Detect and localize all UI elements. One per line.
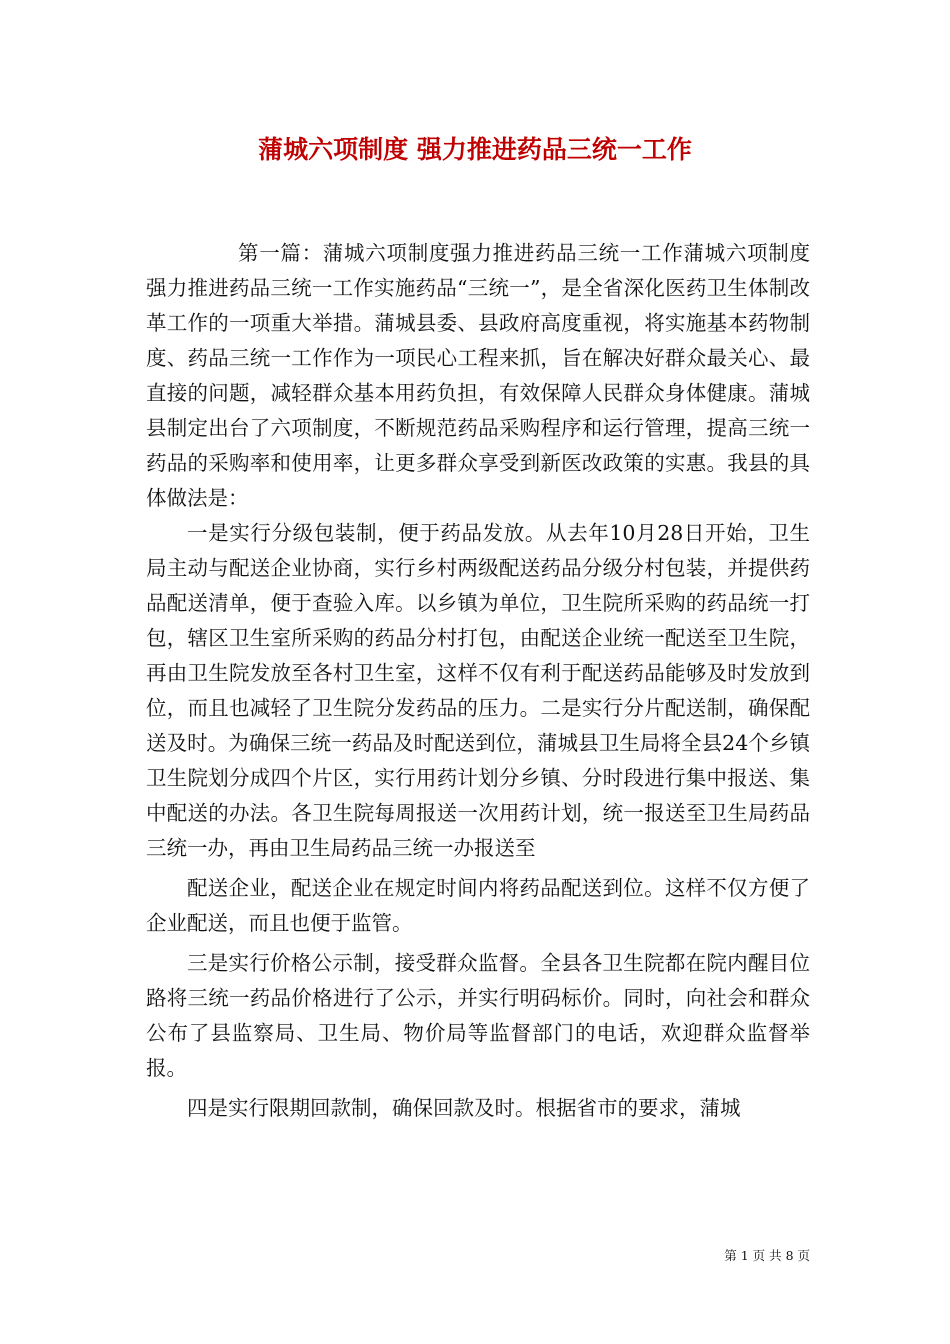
paragraph: 配送企业，配送企业在规定时间内将药品配送到位。这样不仅方便了企业配送，而且也便于监管。	[146, 876, 810, 935]
page-number: 第 1 页 共 8 页	[724, 1248, 810, 1263]
document-body	[146, 236, 810, 1126]
paragraph: 第一篇：蒲城六项制度强力推进药品三统一工作蒲城六项制度强力推进药品三统一工作实施药品“三统一”，是全省深化医药卫生体制改革工作的一项重大举措。蒲城县委、县政府高度重视，将实施基本药物制度、药品三统一工作作为一项民心工程来抓，旨在解决好群众最关心、最直接的问题，减轻群众基本用药负担，有效保障人民群众身体健康。蒲城县制定出台了六项制度，不断规范药品采购程序和运行管理，提高三统一药品的采购率和使用率，让更多群众享受到新医改政策的实惠。我县的具体做法是：	[146, 241, 810, 510]
document-title: 蒲城六项制度 强力推进药品三统一工作	[258, 135, 692, 164]
paragraph: 四是实行限期回款制，确保回款及时。根据省市的要求，蒲城	[187, 1096, 741, 1120]
paragraph: 一是实行分级包装制，便于药品发放。从去年10月28日开始，卫生局主动与配送企业协商，实行乡村两级配送药品分级分村包装，并提供药品配送清单，便于查验入库。以乡镇为单位，卫生院所采购的药品统一打包，辖区卫生室所采购的药品分村打包，由配送企业统一配送至卫生院，再由卫生院发放至各村卫生室，这样不仅有利于配送药品能够及时发放到位，而且也减轻了卫生院分发药品的压力。二是实行分片配送制，确保配送及时。为确保三统一药品及时配送到位，蒲城县卫生局将全县24个乡镇卫生院划分成四个片区，实行用药计划分乡镇、分时段进行集中报送、集中配送的办法。各卫生院每周报送一次用药计划，统一报送至卫生局药品三统一办，再由卫生局药品三统一办报送至	[146, 521, 810, 860]
paragraph: 三是实行价格公示制，接受群众监督。全县各卫生院都在院内醒目位路将三统一药品价格进行了公示，并实行明码标价。同时，向社会和群众公布了县监察局、卫生局、物价局等监督部门的电话，欢迎群众监督举报。	[146, 951, 810, 1080]
